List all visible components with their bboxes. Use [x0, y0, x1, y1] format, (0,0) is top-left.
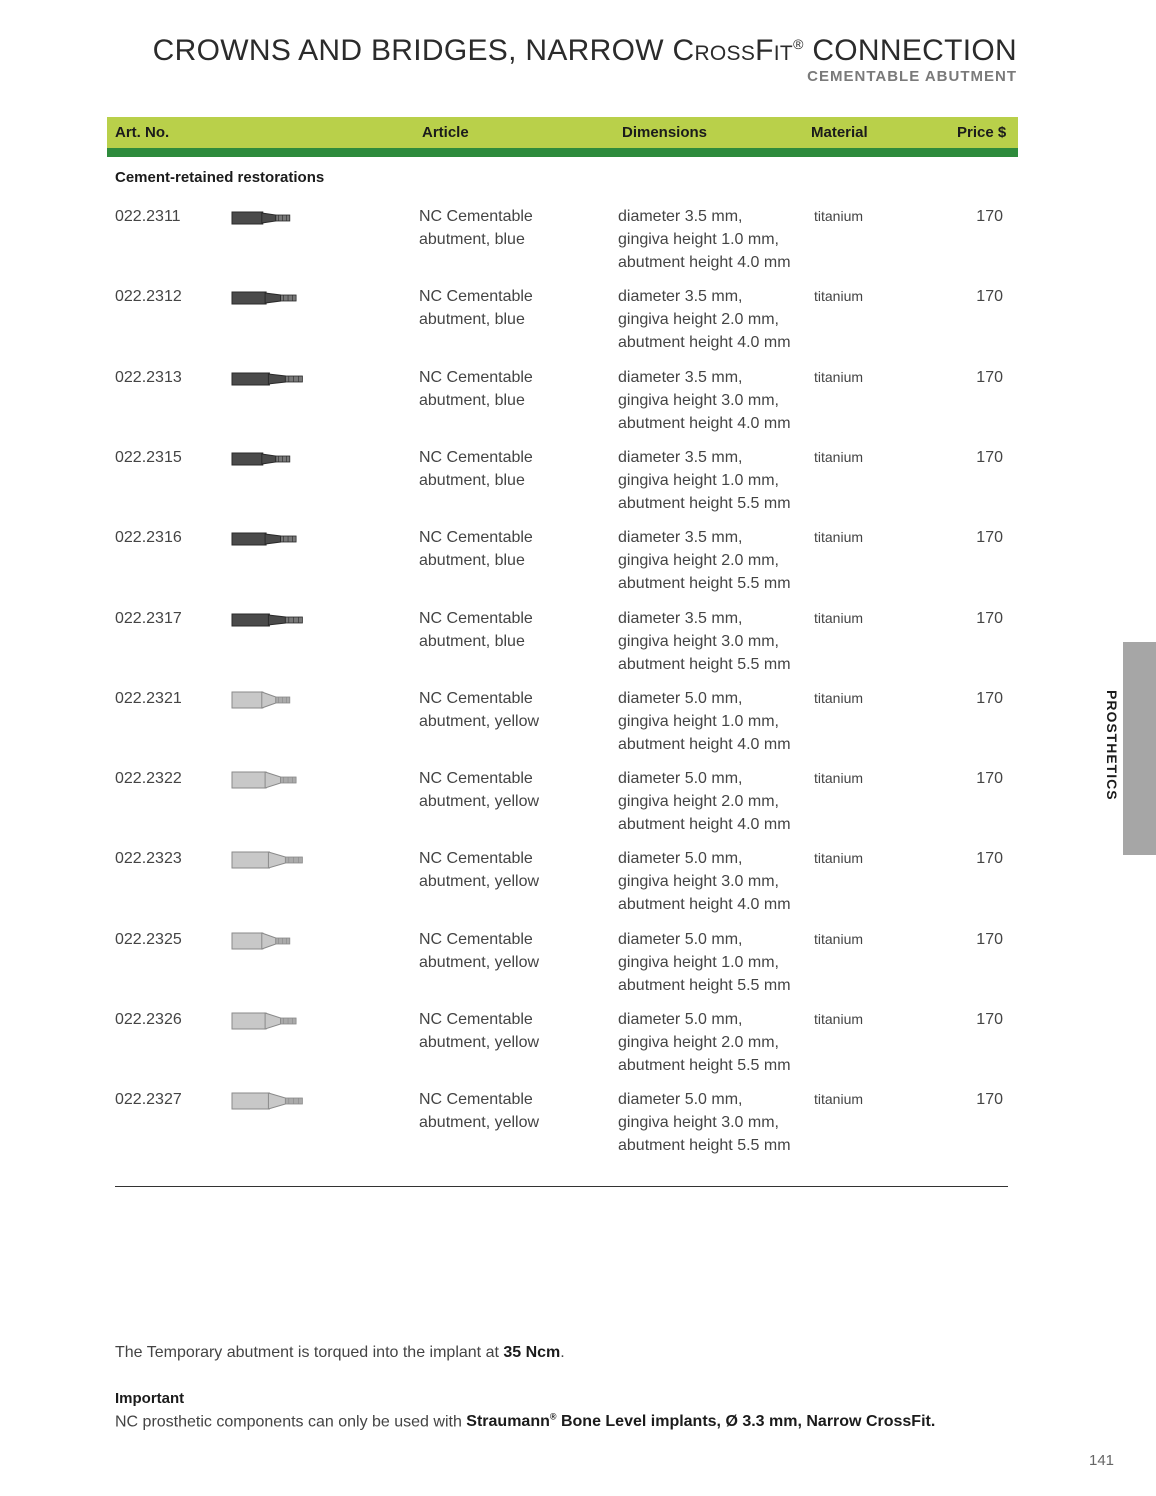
material: titanium: [814, 529, 864, 545]
price: 170: [976, 690, 1003, 707]
page-title: CROWNS AND BRIDGES, NARROW CrossFit® CONNECTION: [152, 34, 1017, 67]
dimension-line: gingiva height 1.0 mm,: [618, 954, 779, 971]
article-description: [419, 847, 599, 893]
article-number: 022.2317: [115, 610, 182, 627]
article-description: [419, 767, 599, 813]
article-number: 022.2325: [115, 931, 182, 948]
material: titanium: [814, 850, 864, 866]
article-line: NC Cementable: [419, 610, 533, 627]
dimension-line: abutment height 4.0 mm: [618, 254, 791, 271]
article-description: [419, 366, 599, 412]
abutment-silver-icon: [231, 849, 321, 878]
dimension-line: diameter 3.5 mm,: [618, 288, 743, 305]
article-line: NC Cementable: [419, 1091, 533, 1108]
article-number: 022.2326: [115, 1011, 182, 1028]
abutment-dark-icon: [231, 207, 321, 236]
material: titanium: [814, 208, 864, 224]
page-number: 141: [1089, 1452, 1115, 1469]
article-number: 022.2312: [115, 288, 182, 305]
article-description: [419, 1008, 599, 1054]
dimension-line: gingiva height 3.0 mm,: [618, 873, 779, 890]
material: titanium: [814, 610, 864, 626]
dimensions: [618, 285, 808, 354]
dimension-line: diameter 5.0 mm,: [618, 931, 743, 948]
article-line: abutment, yellow: [419, 1114, 540, 1131]
article-description: [419, 526, 599, 572]
article-line: abutment, blue: [419, 231, 525, 248]
article-description: [419, 928, 599, 974]
table-header-bar: [107, 117, 1018, 148]
article-line: NC Cementable: [419, 770, 533, 787]
dimension-line: abutment height 5.5 mm: [618, 977, 791, 994]
dimension-line: gingiva height 3.0 mm,: [618, 392, 779, 409]
dimensions: [618, 205, 808, 274]
price: 170: [976, 610, 1003, 627]
dimension-line: gingiva height 2.0 mm,: [618, 552, 779, 569]
dimensions: [618, 1088, 808, 1157]
abutment-dark-icon: [231, 609, 321, 638]
dimension-line: gingiva height 1.0 mm,: [618, 713, 779, 730]
abutment-silver-icon: [231, 930, 321, 959]
dimension-line: abutment height 5.5 mm: [618, 1137, 791, 1154]
dimension-line: diameter 5.0 mm,: [618, 690, 743, 707]
dimensions: [618, 446, 808, 515]
price: 170: [976, 770, 1003, 787]
table-header-underline: [107, 148, 1018, 157]
dimension-line: diameter 3.5 mm,: [618, 529, 743, 546]
table-row: [0, 767, 1156, 847]
price: 170: [976, 1011, 1003, 1028]
price: 170: [976, 529, 1003, 546]
article-line: abutment, blue: [419, 633, 525, 650]
material: titanium: [814, 1011, 864, 1027]
dimension-line: gingiva height 2.0 mm,: [618, 311, 779, 328]
article-description: [419, 285, 599, 331]
abutment-silver-icon: [231, 1090, 321, 1119]
dimension-line: gingiva height 3.0 mm,: [618, 1114, 779, 1131]
dimension-line: diameter 3.5 mm,: [618, 449, 743, 466]
dimension-line: abutment height 5.5 mm: [618, 575, 791, 592]
price: 170: [976, 931, 1003, 948]
abutment-silver-icon: [231, 689, 321, 718]
dimension-line: gingiva height 1.0 mm,: [618, 231, 779, 248]
dimensions: [618, 928, 808, 997]
price: 170: [976, 449, 1003, 466]
dimensions: [618, 687, 808, 756]
table-row: [0, 1008, 1156, 1088]
article-line: NC Cementable: [419, 850, 533, 867]
dimension-line: diameter 3.5 mm,: [618, 369, 743, 386]
dimension-line: abutment height 5.5 mm: [618, 495, 791, 512]
article-number: 022.2316: [115, 529, 182, 546]
article-line: NC Cementable: [419, 208, 533, 225]
torque-note: The Temporary abutment is torqued into the implant at 35 Ncm.: [115, 1344, 565, 1361]
article-description: [419, 687, 599, 733]
side-tab-label: PROSTHETICS: [1104, 690, 1120, 801]
article-description: [419, 205, 599, 251]
article-number: 022.2322: [115, 770, 182, 787]
page-subtitle: CEMENTABLE ABUTMENT: [807, 68, 1017, 85]
dimensions: [618, 366, 808, 435]
article-line: abutment, yellow: [419, 954, 540, 971]
dimension-line: abutment height 4.0 mm: [618, 334, 791, 351]
dimension-line: diameter 5.0 mm,: [618, 850, 743, 867]
abutment-dark-icon: [231, 448, 321, 477]
abutment-dark-icon: [231, 528, 321, 557]
article-line: NC Cementable: [419, 288, 533, 305]
dimension-line: gingiva height 2.0 mm,: [618, 793, 779, 810]
dimensions: [618, 847, 808, 916]
article-description: [419, 446, 599, 492]
dimension-line: diameter 3.5 mm,: [618, 208, 743, 225]
table-row: [0, 366, 1156, 446]
article-line: NC Cementable: [419, 449, 533, 466]
material: titanium: [814, 449, 864, 465]
article-line: abutment, blue: [419, 472, 525, 489]
article-line: NC Cementable: [419, 369, 533, 386]
price: 170: [976, 850, 1003, 867]
material: titanium: [814, 770, 864, 786]
table-row: [0, 607, 1156, 687]
article-line: abutment, yellow: [419, 793, 540, 810]
col-dimensions: Dimensions: [622, 124, 708, 141]
col-price: Price $: [957, 124, 1007, 141]
table-row: [0, 1088, 1156, 1168]
table-row: [0, 928, 1156, 1008]
dimension-line: gingiva height 3.0 mm,: [618, 633, 779, 650]
article-number: 022.2313: [115, 369, 182, 386]
article-description: [419, 607, 599, 653]
dimension-line: diameter 5.0 mm,: [618, 770, 743, 787]
article-number: 022.2311: [115, 208, 181, 225]
article-line: abutment, blue: [419, 392, 525, 409]
price: 170: [976, 369, 1003, 386]
material: titanium: [814, 288, 864, 304]
price: 170: [976, 1091, 1003, 1108]
dimension-line: abutment height 4.0 mm: [618, 415, 791, 432]
article-number: 022.2315: [115, 449, 182, 466]
table-row: [0, 446, 1156, 526]
dimension-line: gingiva height 1.0 mm,: [618, 472, 779, 489]
abutment-silver-icon: [231, 1010, 321, 1039]
dimension-line: diameter 5.0 mm,: [618, 1091, 743, 1108]
col-art-no: Art. No.: [115, 124, 170, 141]
table-row: [0, 285, 1156, 365]
dimensions: [618, 767, 808, 836]
article-line: NC Cementable: [419, 690, 533, 707]
col-material: Material: [811, 124, 868, 141]
table-divider: [115, 1186, 1008, 1187]
article-number: 022.2323: [115, 850, 182, 867]
material: titanium: [814, 1091, 864, 1107]
article-line: abutment, yellow: [419, 873, 540, 890]
article-line: NC Cementable: [419, 931, 533, 948]
price: 170: [976, 208, 1003, 225]
article-line: NC Cementable: [419, 1011, 533, 1028]
article-line: abutment, yellow: [419, 1034, 540, 1051]
article-line: abutment, blue: [419, 311, 525, 328]
price: 170: [976, 288, 1003, 305]
article-line: abutment, blue: [419, 552, 525, 569]
dimensions: [618, 1008, 808, 1077]
table-row: [0, 687, 1156, 767]
material: titanium: [814, 369, 864, 385]
table-row: [0, 526, 1156, 606]
col-article: Article: [422, 124, 469, 141]
abutment-dark-icon: [231, 287, 321, 316]
material: titanium: [814, 931, 864, 947]
article-line: NC Cementable: [419, 529, 533, 546]
dimension-line: abutment height 5.5 mm: [618, 656, 791, 673]
dimension-line: diameter 5.0 mm,: [618, 1011, 743, 1028]
article-description: [419, 1088, 599, 1134]
table-row: [0, 847, 1156, 927]
dimensions: [618, 607, 808, 676]
dimension-line: abutment height 5.5 mm: [618, 1057, 791, 1074]
article-number: 022.2321: [115, 690, 182, 707]
abutment-silver-icon: [231, 769, 321, 798]
side-tab: [1123, 642, 1156, 855]
abutment-dark-icon: [231, 368, 321, 397]
dimension-line: diameter 3.5 mm,: [618, 610, 743, 627]
dimensions: [618, 526, 808, 595]
dimension-line: gingiva height 2.0 mm,: [618, 1034, 779, 1051]
important-text: NC prosthetic components can only be used with Straumann® Bone Level implants, Ø 3.3 mm, Narrow CrossFit.: [115, 1412, 936, 1431]
dimension-line: abutment height 4.0 mm: [618, 816, 791, 833]
article-line: abutment, yellow: [419, 713, 540, 730]
article-number: 022.2327: [115, 1091, 182, 1108]
table-row: [0, 205, 1156, 285]
important-title: Important: [115, 1390, 185, 1407]
dimension-line: abutment height 4.0 mm: [618, 736, 791, 753]
dimension-line: abutment height 4.0 mm: [618, 896, 791, 913]
section-title: Cement-retained restorations: [115, 169, 325, 186]
material: titanium: [814, 690, 864, 706]
